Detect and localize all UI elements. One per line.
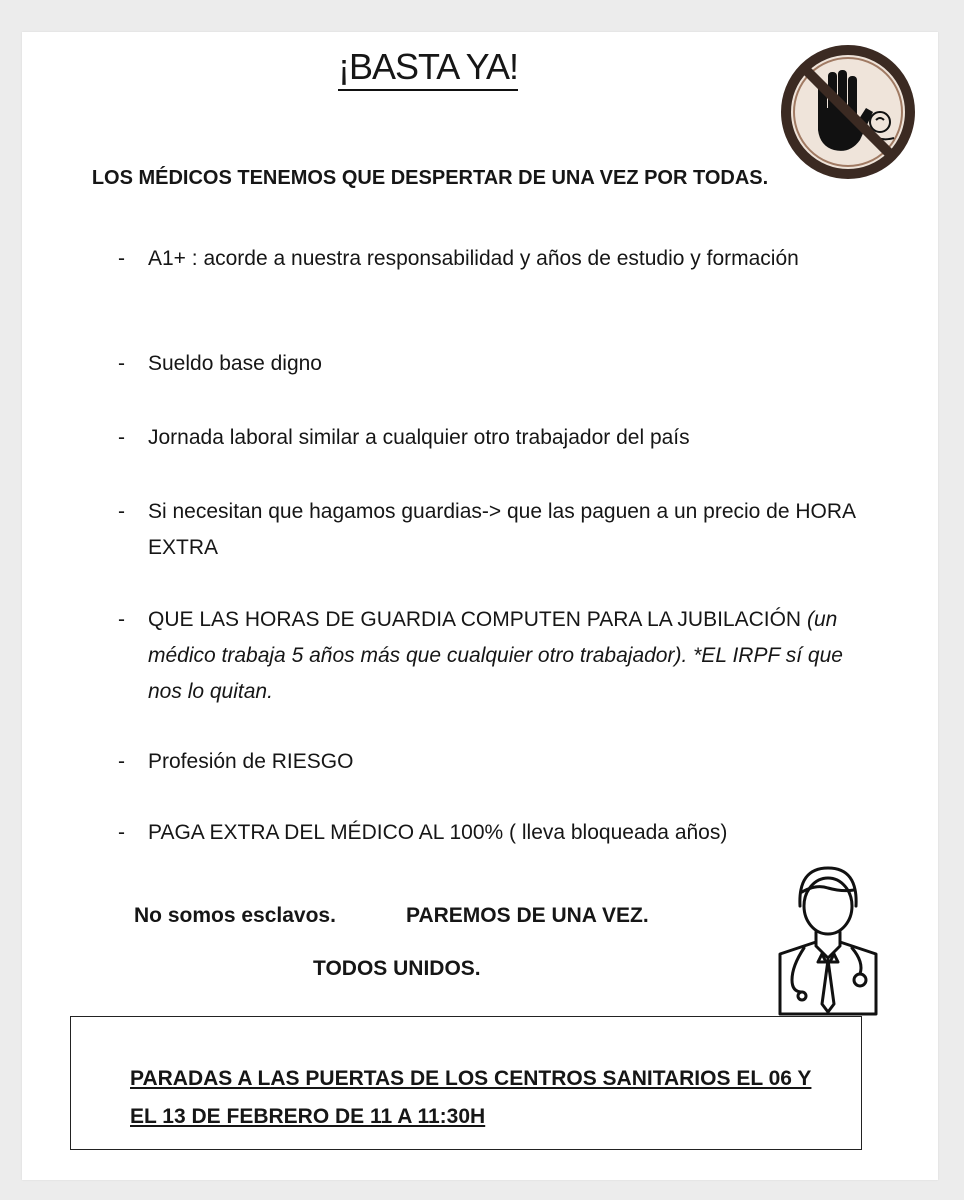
list-item: - Si necesitan que hagamos guardias-> que las paguen a un precio de HORA EXTRA	[118, 494, 868, 566]
list-item	[118, 602, 868, 710]
list-item: - PAGA EXTRA DEL MÉDICO AL 100% ( lleva bloqueada años)	[118, 815, 868, 851]
list-dash: -	[118, 426, 125, 449]
doctor-icon	[772, 862, 884, 1022]
slogan-no-esclavos: No somos esclavos.	[134, 904, 336, 927]
intro-heading: LOS MÉDICOS TENEMOS QUE DESPERTAR DE UNA VEZ POR TODAS.	[91, 167, 769, 189]
list-dash: -	[118, 247, 125, 270]
dates-announcement: PARADAS A LAS PUERTAS DE LOS CENTROS SANITARIOS EL 06 Y EL 13 DE FEBRERO DE 11 A 11:30H	[130, 1067, 812, 1128]
list-dash: -	[118, 750, 125, 773]
list-item: - Jornada laboral similar a cualquier otro trabajador del país	[118, 420, 868, 456]
list-item-note: (un médico trabaja 5 años más que cualquier otro trabajador). *EL IRPF sí que nos lo quitan.	[148, 608, 843, 703]
slogan-todos-unidos: TODOS UNIDOS.	[313, 957, 481, 980]
list-dash: -	[118, 500, 125, 523]
slogan-paremos: PAREMOS DE UNA VEZ.	[406, 904, 649, 927]
list-item: - Sueldo base digno	[118, 346, 868, 382]
stop-hand-icon	[778, 42, 918, 182]
list-item-main: QUE LAS HORAS DE GUARDIA COMPUTEN PARA LA JUBILACIÓN	[148, 608, 802, 631]
list-dash: -	[118, 608, 125, 631]
flyer-title: ¡BASTA YA!	[0, 46, 856, 88]
list-item: - Profesión de RIESGO	[118, 744, 868, 780]
list-dash: -	[118, 821, 125, 844]
list-item: - A1+ : acorde a nuestra responsabilidad y años de estudio y formación	[118, 241, 868, 277]
list-dash: -	[118, 352, 125, 375]
